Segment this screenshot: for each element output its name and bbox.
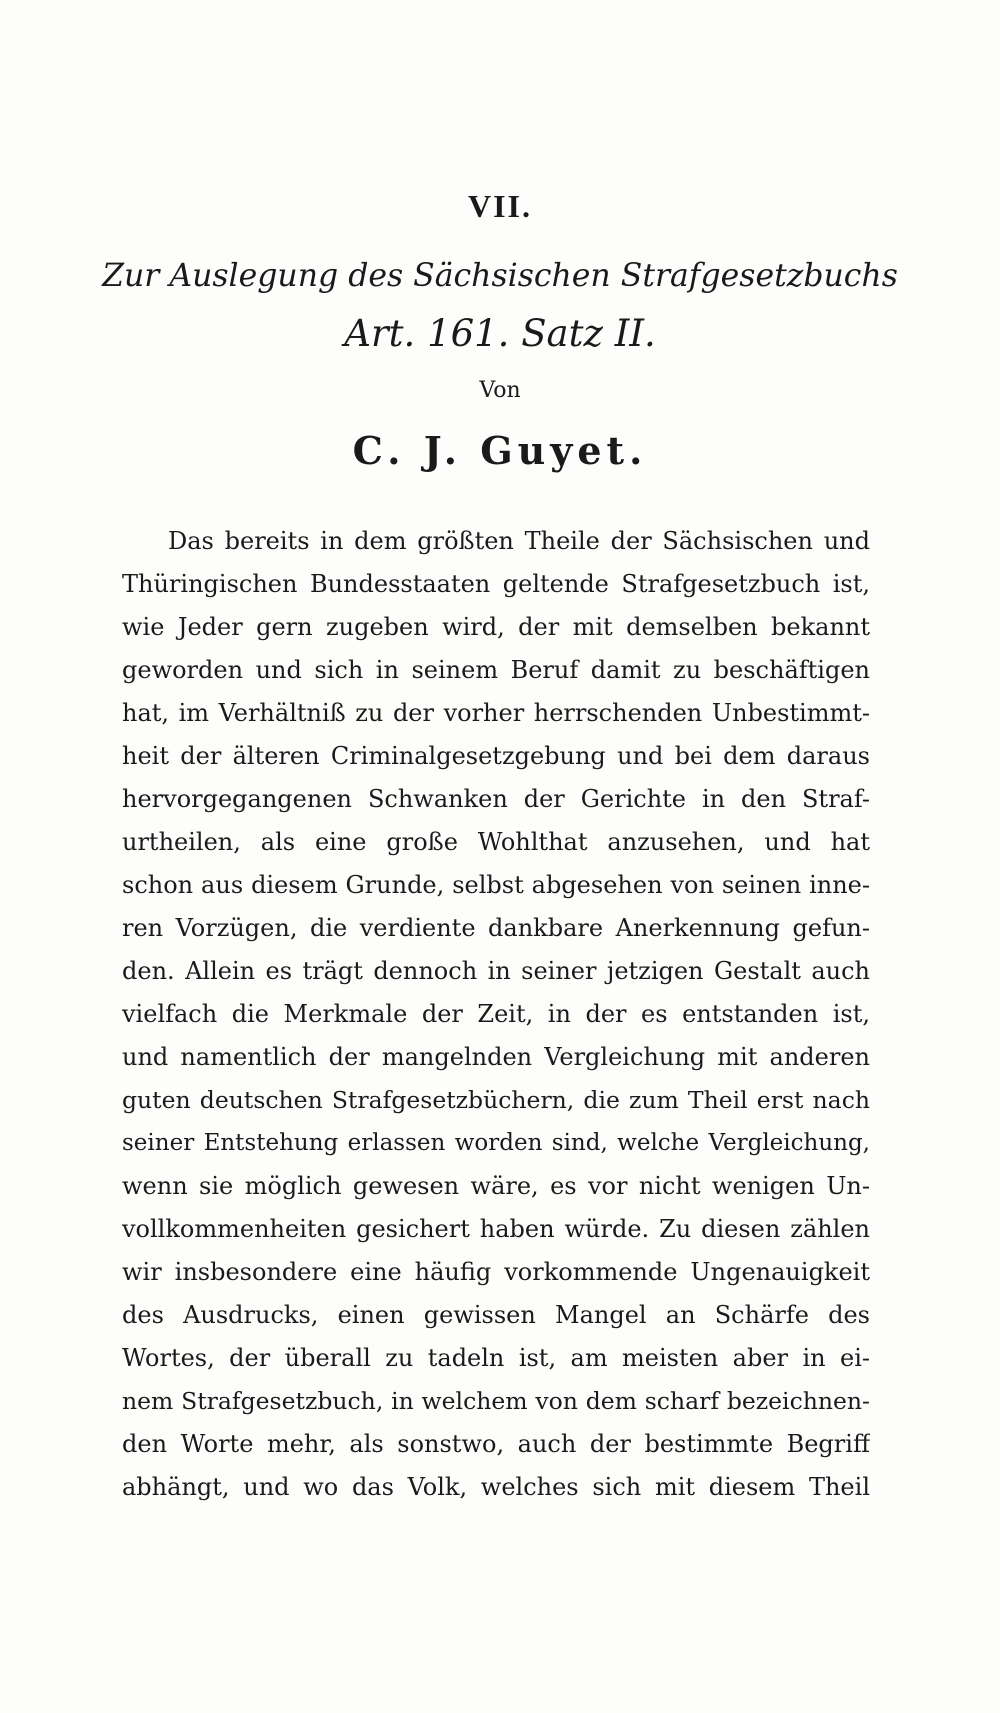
text-line: hervorgegangenen Schwanken der Gerichte in den Straf- [122, 785, 870, 813]
text-line: seiner Entstehung erlassen worden sind, welche Vergleichung, [122, 1130, 870, 1156]
text-line: urtheilen, als eine große Wohlthat anzusehen, und hat [122, 828, 870, 856]
text-line: und namentlich der mangelnden Vergleichung mit anderen [122, 1043, 870, 1071]
text-line: abhängt, und wo das Volk, welches sich mit diesem Theil [122, 1473, 870, 1501]
text-line: wir insbesondere eine häufig vorkommende Ungenauigkeit [122, 1258, 870, 1286]
text-line: heit der älteren Criminalgesetzgebung und bei dem daraus [122, 742, 870, 770]
article-title-line-2: Art. 161. Satz II. [344, 312, 656, 355]
text-line: nem Strafgesetzbuch, in welchem von dem scharf bezeichnen- [122, 1387, 870, 1415]
author-name: C. J. Guyet. [352, 428, 648, 473]
text-line: schon aus diesem Grunde, selbst abgesehen von seinen inne- [122, 871, 870, 899]
chapter-number: VII. [467, 188, 532, 224]
text-line: Das bereits in dem größten Theile der Sächsischen und [168, 527, 870, 555]
body-text [122, 520, 870, 1509]
text-line: ren Vorzügen, die verdiente dankbare Anerkennung gefun- [122, 914, 870, 942]
text-line: den Worte mehr, als sonstwo, auch der bestimmte Begriff [122, 1430, 870, 1458]
text-line: Wortes, der überall zu tadeln ist, am meisten aber in ei- [122, 1344, 870, 1372]
text-line: wie Jeder gern zugeben wird, der mit demselben bekannt [122, 613, 870, 641]
text-line: den. Allein es trägt dennoch in seiner jetzigen Gestalt auch [122, 957, 870, 985]
text-line: geworden und sich in seinem Beruf damit zu beschäftigen [122, 656, 870, 684]
text-line: des Ausdrucks, einen gewissen Mangel an Schärfe des [122, 1301, 870, 1329]
byline-von: Von [479, 378, 521, 403]
article-title-line-1: Zur Auslegung des Sächsischen Strafgesetzbuchs [102, 258, 898, 294]
text-line: vielfach die Merkmale der Zeit, in der es entstanden ist, [122, 1000, 870, 1028]
text-line: wenn sie möglich gewesen wäre, es vor nicht wenigen Un- [122, 1172, 870, 1200]
text-line: guten deutschen Strafgesetzbüchern, die zum Theil erst nach [122, 1086, 870, 1114]
text-line: Thüringischen Bundesstaaten geltende Strafgesetzbuch ist, [122, 570, 870, 598]
text-line: vollkommenheiten gesichert haben würde. Zu diesen zählen [122, 1215, 870, 1243]
text-line: hat, im Verhältniß zu der vorher herrschenden Unbestimmt- [122, 699, 870, 727]
